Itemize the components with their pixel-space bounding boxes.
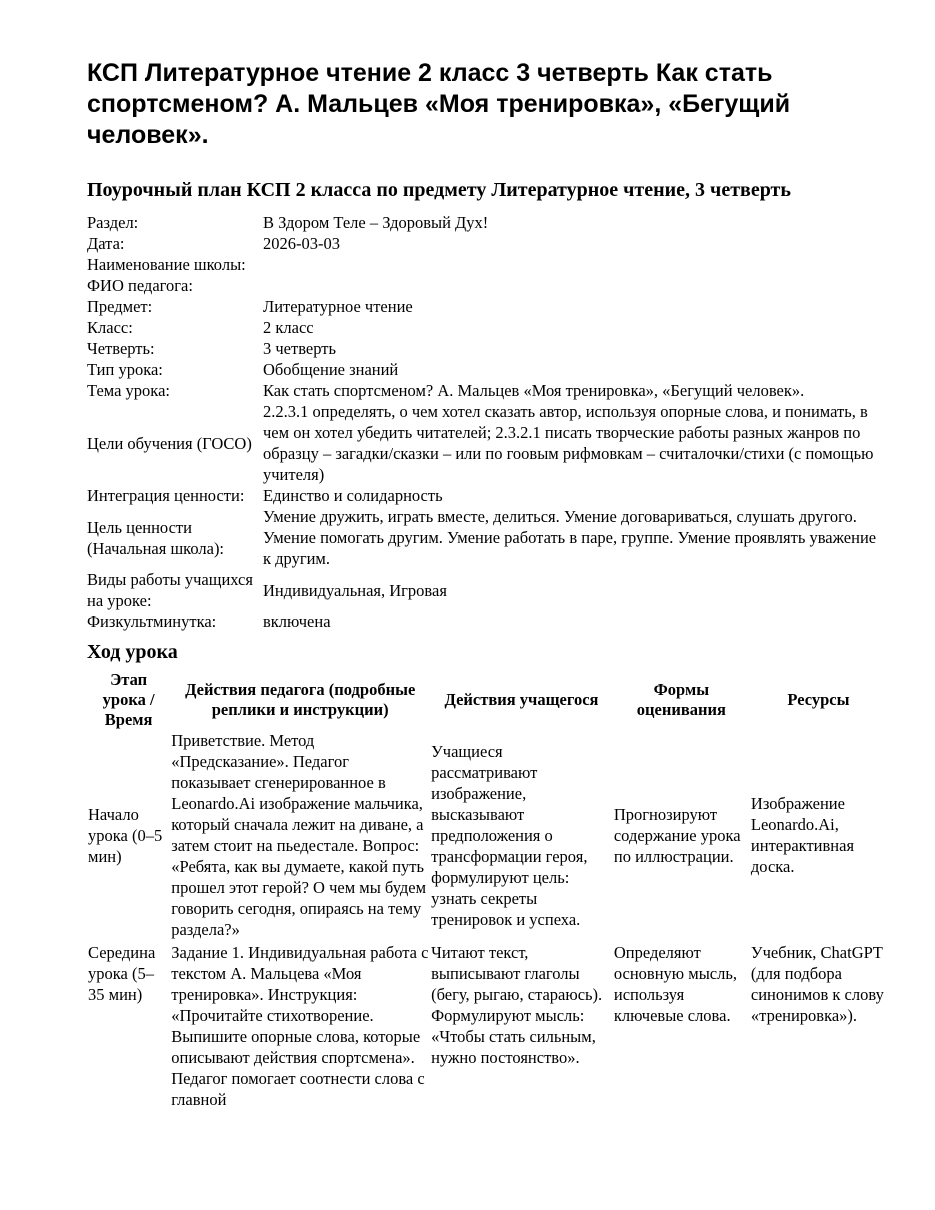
header-teacher-actions: Действия педагога (подробные реплики и инструкции) [185,680,416,719]
header-student-actions: Действия учащегося [444,690,599,709]
info-row [87,296,887,317]
document-title: КСП Литературное чтение 2 класс 3 четверть Как стать спортсменом? А. Мальцев «Моя тренировка», «Бегущий человек». [87,59,791,149]
lesson-progress-heading: Ход урока [87,641,178,663]
lesson-info-table [87,212,887,632]
info-key: Интеграция ценности: [87,486,245,505]
document-page [87,58,887,1110]
info-key: ФИО педагога: [87,276,193,295]
info-key: Четверть: [87,339,155,358]
info-key: Цель ценности (Начальная школа): [87,517,225,558]
cell-student-actions: Учащиеся рассматривают изображение, высказывают предположения о трансформации героя, формулируют цель: узнать секреты тренировок и успеха. [431,741,588,929]
info-key: Виды работы учащихся на уроке: [87,570,253,610]
info-row [87,401,887,485]
info-row [87,275,887,296]
info-key: Класс: [87,318,133,337]
info-value: Индивидуальная, Игровая [263,580,447,600]
cell-teacher-actions: Приветствие. Метод «Предсказание». Педагог показывает сгенерированное в Leonardo.Ai изображение мальчика, который сначала лежит на диване, а затем стоит на пьедестале. Вопрос: «Ребята, как вы думаете, какой путь прошел этот герой? О чем мы будем говорить сегодня, опираясь на тему раздела?» [171,731,427,939]
info-value: Обобщение знаний [263,360,399,379]
info-value: 2 класс [263,318,314,337]
header-assessment: Формы оценивания [636,680,726,719]
info-row [87,212,887,233]
info-row [87,485,887,506]
info-key: Наименование школы: [87,255,246,274]
info-row [87,254,887,275]
info-key: Предмет: [87,297,153,316]
info-value: Литературное чтение [263,297,413,316]
info-value: 3 четверть [263,339,336,358]
info-value: Как стать спортсменом? А. Мальцев «Моя тренировка», «Бегущий человек». [263,381,805,400]
header-stage: Этап урока / Время [102,670,155,729]
info-key: Раздел: [87,213,139,232]
info-row [87,611,887,632]
info-value [263,254,887,275]
info-row [87,338,887,359]
info-key: Физкультминутка: [87,612,217,631]
lesson-row-start [87,730,887,940]
info-row [87,569,887,611]
lesson-progress-table [87,670,887,1110]
cell-assessment: Прогнозируют содержание урока по иллюстрации. [613,804,741,866]
info-row [87,317,887,338]
lesson-table-header-row [87,670,887,730]
cell-assessment: Определяют основную мысль, используя ключевые слова. [613,943,737,1025]
cell-resources: Изображение Leonardo.Ai, интерактивная доска. [750,794,855,876]
info-value: В Здором Теле – Здоровый Дух! [263,213,489,232]
cell-student-actions: Читают текст, выписывают глаголы (бегу, рыгаю, стараюсь). Формулируют мысль: «Чтобы стать сильным, нужно постоянство». [431,943,603,1067]
lesson-row-middle [87,940,887,1110]
info-row [87,380,887,401]
info-value: 2.2.3.1 определять, о чем хотел сказать автор, используя опорные слова, и понимать, в чем он хотел убедить читателей; 2.3.2.1 писать творческие работы разных жанров по образцу – загадки/сказки – или по гоовым рифмовкам – считалочки/стихи (с помощью учителя) [263,402,874,484]
cell-stage: Середина урока (5–35 мин) [88,943,156,1004]
plan-subtitle: Поурочный план КСП 2 класса по предмету Литературное чтение, 3 четверть [87,179,791,201]
info-value: 2026-03-03 [263,234,340,253]
cell-resources: Учебник, ChatGPT (для подбора синонимов к слову «тренировка»). [750,943,884,1025]
info-value: Единство и солидарность [263,486,443,505]
info-key: Цели обучения (ГОСО) [87,433,252,453]
info-key: Тема урока: [87,381,170,400]
info-value [263,275,887,296]
info-value: включена [263,612,331,631]
header-resources: Ресурсы [787,690,850,709]
info-row [87,233,887,254]
info-value: Умение дружить, играть вместе, делиться. Умение договариваться, слушать другого. Умение помогать другим. Умение работать в паре, группе. Умение проявлять уважение к другим. [263,507,877,568]
cell-stage: Начало урока (0–5 мин) [88,804,163,866]
cell-teacher-actions: Задание 1. Индивидуальная работа с текстом А. Мальцева «Моя тренировка». Инструкция: «Прочитайте стихотворение. Выпишите опорные слова, которые описывают действия спортсмена». Педагог помогает соотнести слова с главной [171,943,429,1109]
info-key: Дата: [87,234,125,253]
info-row [87,506,887,569]
info-row [87,359,887,380]
info-key: Тип урока: [87,360,163,379]
